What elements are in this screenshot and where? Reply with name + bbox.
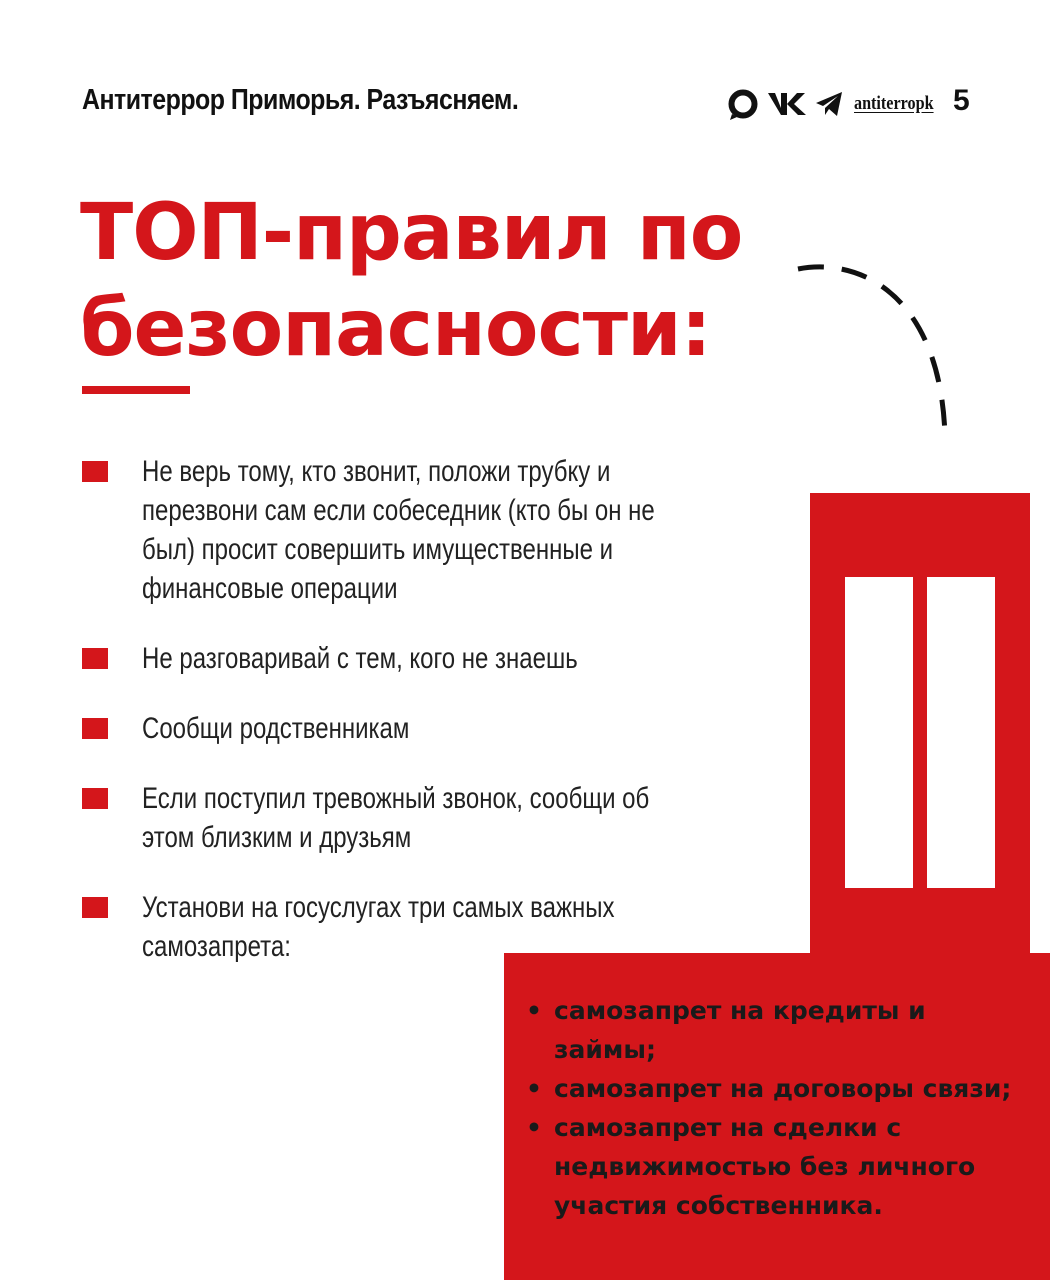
ban-text: самозапрет на кредиты и займы; [554, 996, 926, 1064]
bullet-icon: • [526, 996, 542, 1025]
building-window [845, 577, 913, 888]
rule-marker [82, 788, 108, 809]
rule-marker [82, 461, 108, 482]
main-title-line-1: ТОП-правил по [80, 188, 743, 278]
bans-list [526, 991, 1034, 1225]
dashed-arc-decoration [790, 255, 970, 445]
rule-text: Сообщи родственникам [142, 712, 410, 745]
ban-item [526, 1108, 1034, 1225]
page-number: 5 [953, 84, 970, 117]
ban-text: самозапрет на сделки с недвижимостью без личного участия собственника. [554, 1113, 976, 1220]
ban-item [526, 1069, 1034, 1108]
bans-panel [504, 953, 1050, 1280]
rule-text: Если поступил тревожный звонок, сообщи об этом близким и друзьям [142, 782, 650, 854]
main-title [80, 185, 742, 377]
rule-text: Не разговаривай с тем, кого не знаешь [142, 642, 578, 675]
rule-text: Не верь тому, кто звонит, положи трубку и перезвони сам если собеседник (кто бы он не был) просит совершить имущественные и финансовые операции [142, 455, 655, 605]
building-window [927, 577, 995, 888]
bullet-icon: • [526, 1113, 542, 1142]
ban-item [526, 991, 1034, 1069]
rule-item [82, 639, 702, 678]
social-links [726, 86, 948, 122]
bullet-icon: • [526, 1074, 542, 1103]
social-handle[interactable]: antiterropk [854, 93, 934, 114]
header-title: Антитеррор Приморья. Разъясняем. [82, 84, 519, 116]
main-title-line-2: безопасности: [80, 284, 711, 374]
ok-icon[interactable] [726, 87, 760, 121]
building-tower-decoration [810, 493, 1030, 963]
rule-item [82, 452, 702, 608]
title-underline [82, 386, 190, 394]
rule-marker [82, 718, 108, 739]
rules-list [82, 452, 702, 997]
rule-text: Установи на госуслугах три самых важных самозапрета: [142, 891, 615, 963]
vk-icon[interactable] [766, 89, 808, 119]
rule-item [82, 779, 702, 857]
ban-text: самозапрет на договоры связи; [554, 1074, 1012, 1103]
telegram-icon[interactable] [814, 89, 844, 119]
rule-item [82, 709, 702, 748]
rule-marker [82, 648, 108, 669]
rule-marker [82, 897, 108, 918]
